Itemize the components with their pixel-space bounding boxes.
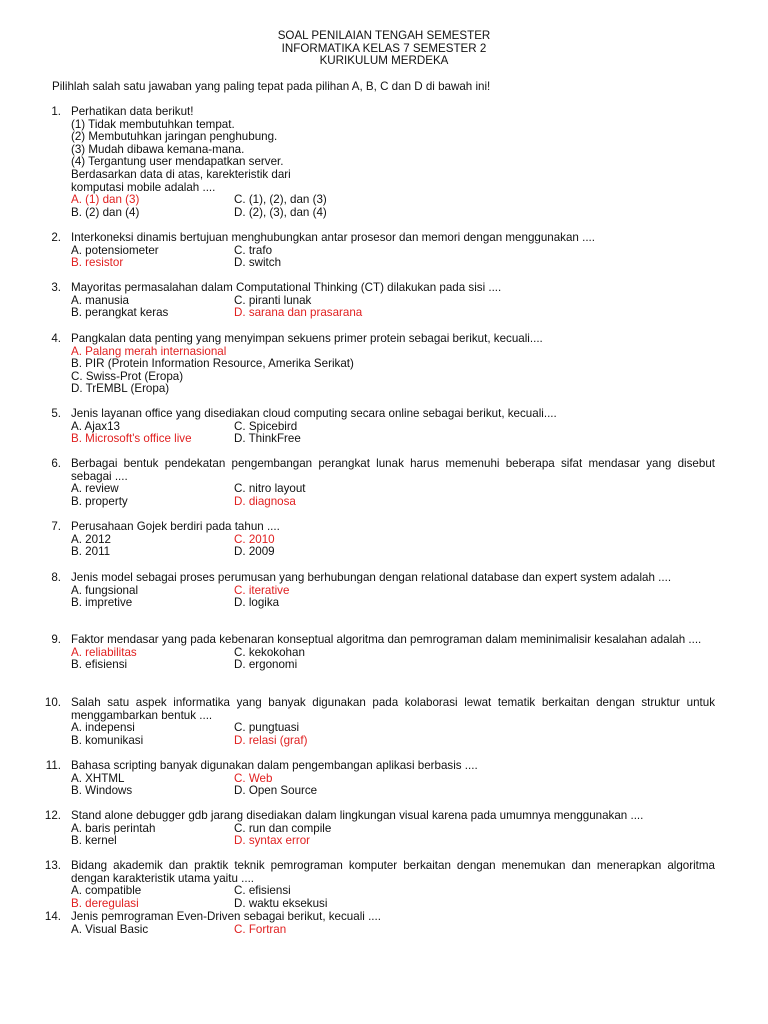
- option-a: A. Palang merah internasional: [71, 344, 227, 358]
- option-b: B. Microsoft's office live: [71, 432, 192, 446]
- option-b: B. deregulasi: [71, 896, 139, 910]
- option-b: B. perangkat keras: [71, 306, 169, 320]
- option-d: D. switch: [234, 256, 282, 270]
- option-c: C. run dan compile: [234, 821, 332, 835]
- option-d: D. ThinkFree: [234, 432, 301, 446]
- question-line: (3) Mudah dibawa kemana-mana.: [71, 142, 245, 156]
- option-c: C. kekokohan: [234, 645, 305, 659]
- question-line: (1) Tidak membutuhkan tempat.: [71, 117, 235, 131]
- option-a: A. 2012: [71, 532, 111, 546]
- option-a: A. Visual Basic: [71, 922, 149, 936]
- question-text: Bahasa scripting banyak digunakan dalam pengembangan aplikasi berbasis ....: [71, 759, 478, 772]
- option-a: A. reliabilitas: [71, 645, 137, 659]
- question-text: Berbagai bentuk pendekatan pengembangan perangkat lunak harus memenuhi beberapa sifat mendasar yang disebut sebagai ....: [71, 457, 715, 483]
- option-a: A. baris perintah: [71, 821, 156, 835]
- question-number: 3.: [51, 281, 61, 294]
- question-5: [0, 408, 768, 446]
- option-c: C. trafo: [234, 243, 273, 257]
- option-a: A. XHTML: [71, 771, 125, 785]
- question-line: (2) Membutuhkan jaringan penghubung.: [71, 130, 278, 144]
- option-d: D. sarana dan prasarana: [234, 306, 363, 320]
- option-d: D. 2009: [234, 545, 275, 559]
- question-text: [71, 106, 715, 194]
- question-text: Bidang akademik dan praktik teknik pemrograman komputer berkaitan dengan menemukan dan menerapkan algoritma dengan karakteristik utama yaitu ....: [71, 859, 715, 885]
- question-14: [0, 911, 768, 936]
- option-c: C. (1), (2), dan (3): [234, 193, 327, 207]
- option-b: B. 2011: [71, 545, 111, 559]
- question-text: Perusahaan Gojek berdiri pada tahun ....: [71, 520, 280, 533]
- instruction-text: Pilihlah salah satu jawaban yang paling tepat pada pilihan A, B, C dan D di bawah ini!: [52, 80, 491, 93]
- question-text: Stand alone debugger gdb jarang disediakan dalam lingkungan visual karena pada umumnya menggunakan ....: [71, 809, 644, 822]
- option-b: B. komunikasi: [71, 733, 144, 747]
- option-d: D. syntax error: [234, 834, 311, 848]
- option-d: D. (2), (3), dan (4): [234, 205, 327, 219]
- option-c: C. iterative: [234, 583, 290, 597]
- question-number: 6.: [51, 457, 61, 470]
- option-c: C. Web: [234, 771, 273, 785]
- option-b: B. impretive: [71, 596, 133, 610]
- question-text: Pangkalan data penting yang menyimpan sekuens primer protein sebagai berikut, kecuali....: [71, 332, 543, 345]
- question-number: 13.: [44, 859, 61, 872]
- option-c: C. pungtuasi: [234, 721, 300, 735]
- option-d: D. TrEMBL (Eropa): [71, 382, 170, 396]
- exam-header: [0, 30, 768, 68]
- option-d: D. Open Source: [234, 784, 318, 798]
- option-a: A. Ajax13: [71, 419, 120, 433]
- question-text: Interkoneksi dinamis bertujuan menghubungkan antar prosesor dan memori dengan menggunakan ....: [71, 231, 595, 244]
- question-text: Faktor mendasar yang pada kebenaran konseptual algoritma dan pemrograman dalam meminimalisir kesalahan adalah ....: [71, 633, 702, 646]
- option-c: C. Spicebird: [234, 419, 298, 433]
- option-b: B. (2) dan (4): [71, 205, 140, 219]
- question-13: [0, 860, 768, 910]
- question-line: komputasi mobile adalah ....: [71, 180, 216, 194]
- option-d: D. relasi (graf): [234, 733, 308, 747]
- option-c: C. nitro layout: [234, 482, 306, 496]
- question-text: Jenis layanan office yang disediakan cloud computing secara online sebagai berikut, kecuali....: [71, 407, 557, 420]
- option-c: C. efisiensi: [234, 884, 291, 898]
- option-c: C. piranti lunak: [234, 293, 312, 307]
- question-line: (4) Tergantung user mendapatkan server.: [71, 155, 284, 169]
- question-11: [0, 760, 768, 798]
- question-9: [0, 634, 768, 672]
- question-line: Perhatikan data berikut!: [71, 105, 194, 118]
- question-number: 7.: [51, 520, 61, 533]
- question-1: [0, 106, 768, 219]
- question-number: 8.: [51, 571, 61, 584]
- option-b: B. kernel: [71, 834, 117, 848]
- option-a: A. (1) dan (3): [71, 193, 140, 207]
- question-number: 9.: [51, 633, 61, 646]
- option-d: D. waktu eksekusi: [234, 896, 328, 910]
- option-c: C. Fortran: [234, 922, 287, 936]
- question-number: 12.: [44, 809, 61, 822]
- header-subject: INFORMATIKA KELAS 7 SEMESTER 2: [281, 41, 487, 55]
- option-a: A. fungsional: [71, 583, 139, 597]
- option-a: A. indepensi: [71, 721, 135, 735]
- option-a: A. review: [71, 482, 119, 496]
- question-12: [0, 810, 768, 848]
- question-number: 5.: [51, 407, 61, 420]
- option-a: A. potensiometer: [71, 243, 159, 257]
- question-number: 11.: [45, 759, 61, 772]
- header-title: SOAL PENILAIAN TENGAH SEMESTER: [277, 29, 491, 42]
- option-c: C. 2010: [234, 532, 275, 546]
- question-number: 14.: [44, 910, 61, 923]
- option-b: B. resistor: [71, 256, 124, 270]
- question-number: 4.: [51, 332, 61, 345]
- question-4: [0, 333, 768, 396]
- question-line: Berdasarkan data di atas, karekteristik dari: [71, 167, 291, 181]
- option-b: B. efisiensi: [71, 658, 128, 672]
- question-10: [0, 697, 768, 747]
- option-b: B. Windows: [71, 784, 133, 798]
- question-number: 2.: [51, 231, 61, 244]
- question-number: 10.: [44, 696, 61, 709]
- option-b: B. PIR (Protein Information Resource, Amerika Serikat): [71, 357, 354, 371]
- question-text: Jenis pemrograman Even-Driven sebagai berikut, kecuali ....: [71, 910, 381, 923]
- option-d: D. ergonomi: [234, 658, 298, 672]
- option-a: A. manusia: [71, 293, 129, 307]
- option-a: A. compatible: [71, 884, 142, 898]
- option-b: B. property: [71, 494, 128, 508]
- question-2: [0, 232, 768, 270]
- question-number: 1.: [51, 105, 61, 118]
- question-8: [0, 572, 768, 610]
- question-6: [0, 458, 768, 508]
- question-text: Mayoritas permasalahan dalam Computational Thinking (CT) dilakukan pada sisi ....: [71, 281, 502, 294]
- option-d: D. logika: [234, 596, 280, 610]
- option-c: C. Swiss-Prot (Eropa): [71, 369, 184, 383]
- question-text: Jenis model sebagai proses perumusan yang berhubungan dengan relational database dan expert system adalah ....: [71, 571, 672, 584]
- option-d: D. diagnosa: [234, 494, 296, 508]
- question-3: [0, 282, 768, 320]
- question-7: [0, 521, 768, 559]
- question-text: Salah satu aspek informatika yang banyak digunakan pada kolaborasi lewat tematik berkaitan dengan struktur untuk menggambarkan bentuk ....: [71, 696, 715, 722]
- header-curriculum: KURIKULUM MERDEKA: [319, 54, 449, 68]
